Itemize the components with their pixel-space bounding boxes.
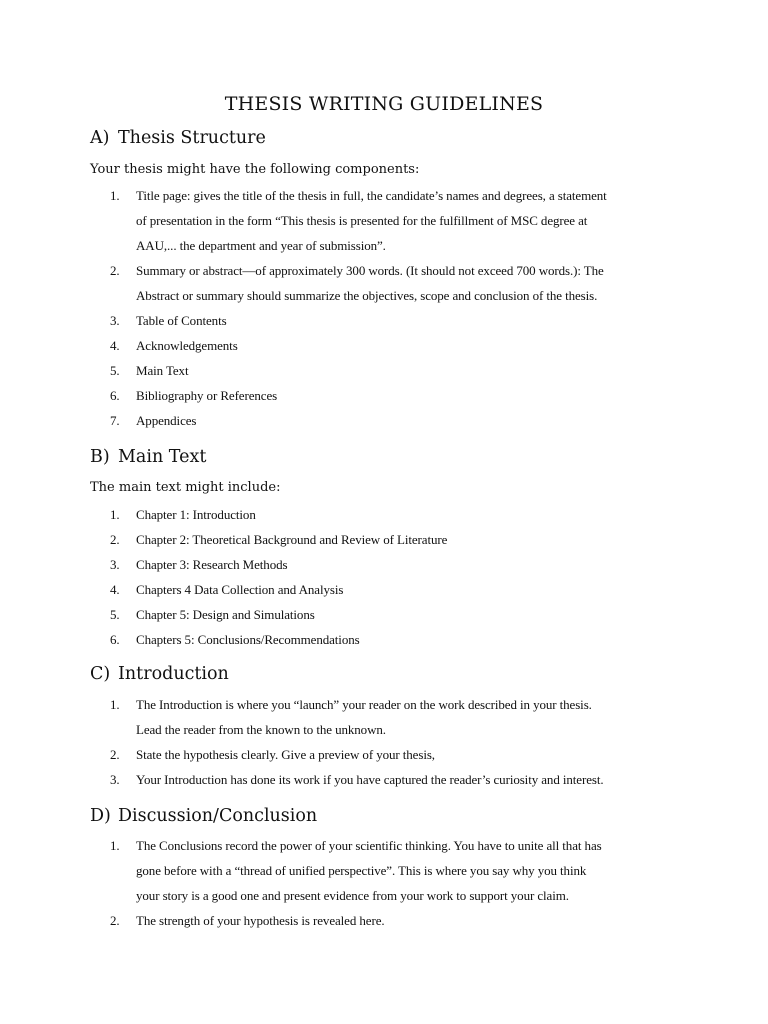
- list-item-text: Chapter 3: Research Methods: [136, 557, 288, 572]
- list-item: [0, 183, 607, 258]
- section-letter: C): [90, 664, 111, 684]
- section-title: Introduction: [118, 664, 229, 684]
- list-item-text: Appendices: [136, 413, 197, 428]
- list-item-text: Acknowledgements: [136, 338, 238, 353]
- list-item-text: Main Text: [136, 363, 189, 378]
- list-item: [0, 552, 447, 577]
- list-item-text: of presentation in the form “This thesis is presented for the fulfillment of MSC degree at: [136, 213, 588, 228]
- section-title: Thesis Structure: [118, 128, 266, 148]
- discussion-conclusion-list: [0, 833, 602, 933]
- list-item: [0, 408, 607, 433]
- list-item: [0, 833, 602, 908]
- introduction-list: [0, 692, 604, 792]
- section-heading-introduction: [90, 664, 229, 684]
- list-item: [0, 333, 607, 358]
- list-item: [0, 908, 602, 933]
- list-item-number: 2.: [110, 263, 120, 278]
- section-heading-main-text: [90, 447, 206, 467]
- list-item-number: 2.: [110, 532, 120, 547]
- main-text-list: [0, 502, 447, 652]
- list-item-number: 2.: [110, 913, 120, 928]
- section-title: Main Text: [118, 447, 207, 467]
- list-item: [0, 258, 607, 308]
- list-item-number: 1.: [110, 507, 120, 522]
- list-item-text: State the hypothesis clearly. Give a preview of your thesis,: [136, 747, 435, 762]
- list-item-number: 6.: [110, 388, 120, 403]
- list-item-text: Summary or abstract—of approximately 300 words. (It should not exceed 700 words.): The: [136, 263, 604, 278]
- list-item-number: 3.: [110, 557, 120, 572]
- list-item-text: Table of Contents: [136, 313, 227, 328]
- list-item-number: 1.: [110, 188, 120, 203]
- section-title: Discussion/Conclusion: [118, 806, 318, 826]
- list-item-text: Chapter 1: Introduction: [136, 507, 256, 522]
- list-item-text: gone before with a “thread of unified perspective”. This is where you say why you think: [136, 863, 587, 878]
- list-item-number: 6.: [110, 632, 120, 647]
- list-item: [0, 742, 604, 767]
- list-item-text: AAU,... the department and year of submission”.: [136, 238, 386, 253]
- list-item-number: 4.: [110, 582, 120, 597]
- list-item-number: 1.: [110, 838, 120, 853]
- thesis-structure-list: [0, 183, 607, 433]
- list-item-text: The Conclusions record the power of your scientific thinking. You have to unite all that has: [136, 838, 602, 853]
- section-intro: The main text might include:: [90, 480, 281, 495]
- list-item-number: 2.: [110, 747, 120, 762]
- section-heading-thesis-structure: [90, 128, 266, 148]
- list-item-number: 4.: [110, 338, 120, 353]
- list-item-number: 5.: [110, 607, 120, 622]
- list-item-text: Chapters 4 Data Collection and Analysis: [136, 582, 344, 597]
- list-item-number: 7.: [110, 413, 120, 428]
- list-item-text: Title page: gives the title of the thesis in full, the candidate’s names and degrees, a statement: [136, 188, 607, 203]
- list-item: [0, 502, 447, 527]
- list-item: [0, 308, 607, 333]
- list-item-number: 1.: [110, 697, 120, 712]
- list-item: [0, 577, 447, 602]
- list-item-number: 3.: [110, 313, 120, 328]
- list-item-text: Your Introduction has done its work if you have captured the reader’s curiosity and interest.: [136, 772, 604, 787]
- list-item: [0, 602, 447, 627]
- list-item: [0, 383, 607, 408]
- list-item-text: The strength of your hypothesis is revealed here.: [136, 913, 385, 928]
- list-item: [0, 627, 447, 652]
- section-letter: D): [90, 806, 111, 826]
- list-item-text: your story is a good one and present evidence from your work to support your claim.: [136, 888, 569, 903]
- list-item: [0, 358, 607, 383]
- list-item-text: Bibliography or References: [136, 388, 278, 403]
- list-item-text: Chapters 5: Conclusions/Recommendations: [136, 632, 360, 647]
- list-item-text: Abstract or summary should summarize the objectives, scope and conclusion of the thesis.: [136, 288, 598, 303]
- list-item-number: 5.: [110, 363, 120, 378]
- list-item-text: Chapter 5: Design and Simulations: [136, 607, 315, 622]
- section-intro: Your thesis might have the following components:: [90, 162, 420, 177]
- list-item-text: Lead the reader from the known to the unknown.: [136, 722, 386, 737]
- list-item-text: Chapter 2: Theoretical Background and Review of Literature: [136, 532, 448, 547]
- list-item: [0, 767, 604, 792]
- section-heading-discussion-conclusion: [90, 806, 317, 826]
- list-item-text: The Introduction is where you “launch” your reader on the work described in your thesis.: [136, 697, 592, 712]
- list-item-number: 3.: [110, 772, 120, 787]
- list-item: [0, 527, 447, 552]
- document-title: THESIS WRITING GUIDELINES: [224, 93, 544, 115]
- list-item: [0, 692, 604, 742]
- section-letter: B): [90, 447, 110, 467]
- section-letter: A): [90, 128, 110, 148]
